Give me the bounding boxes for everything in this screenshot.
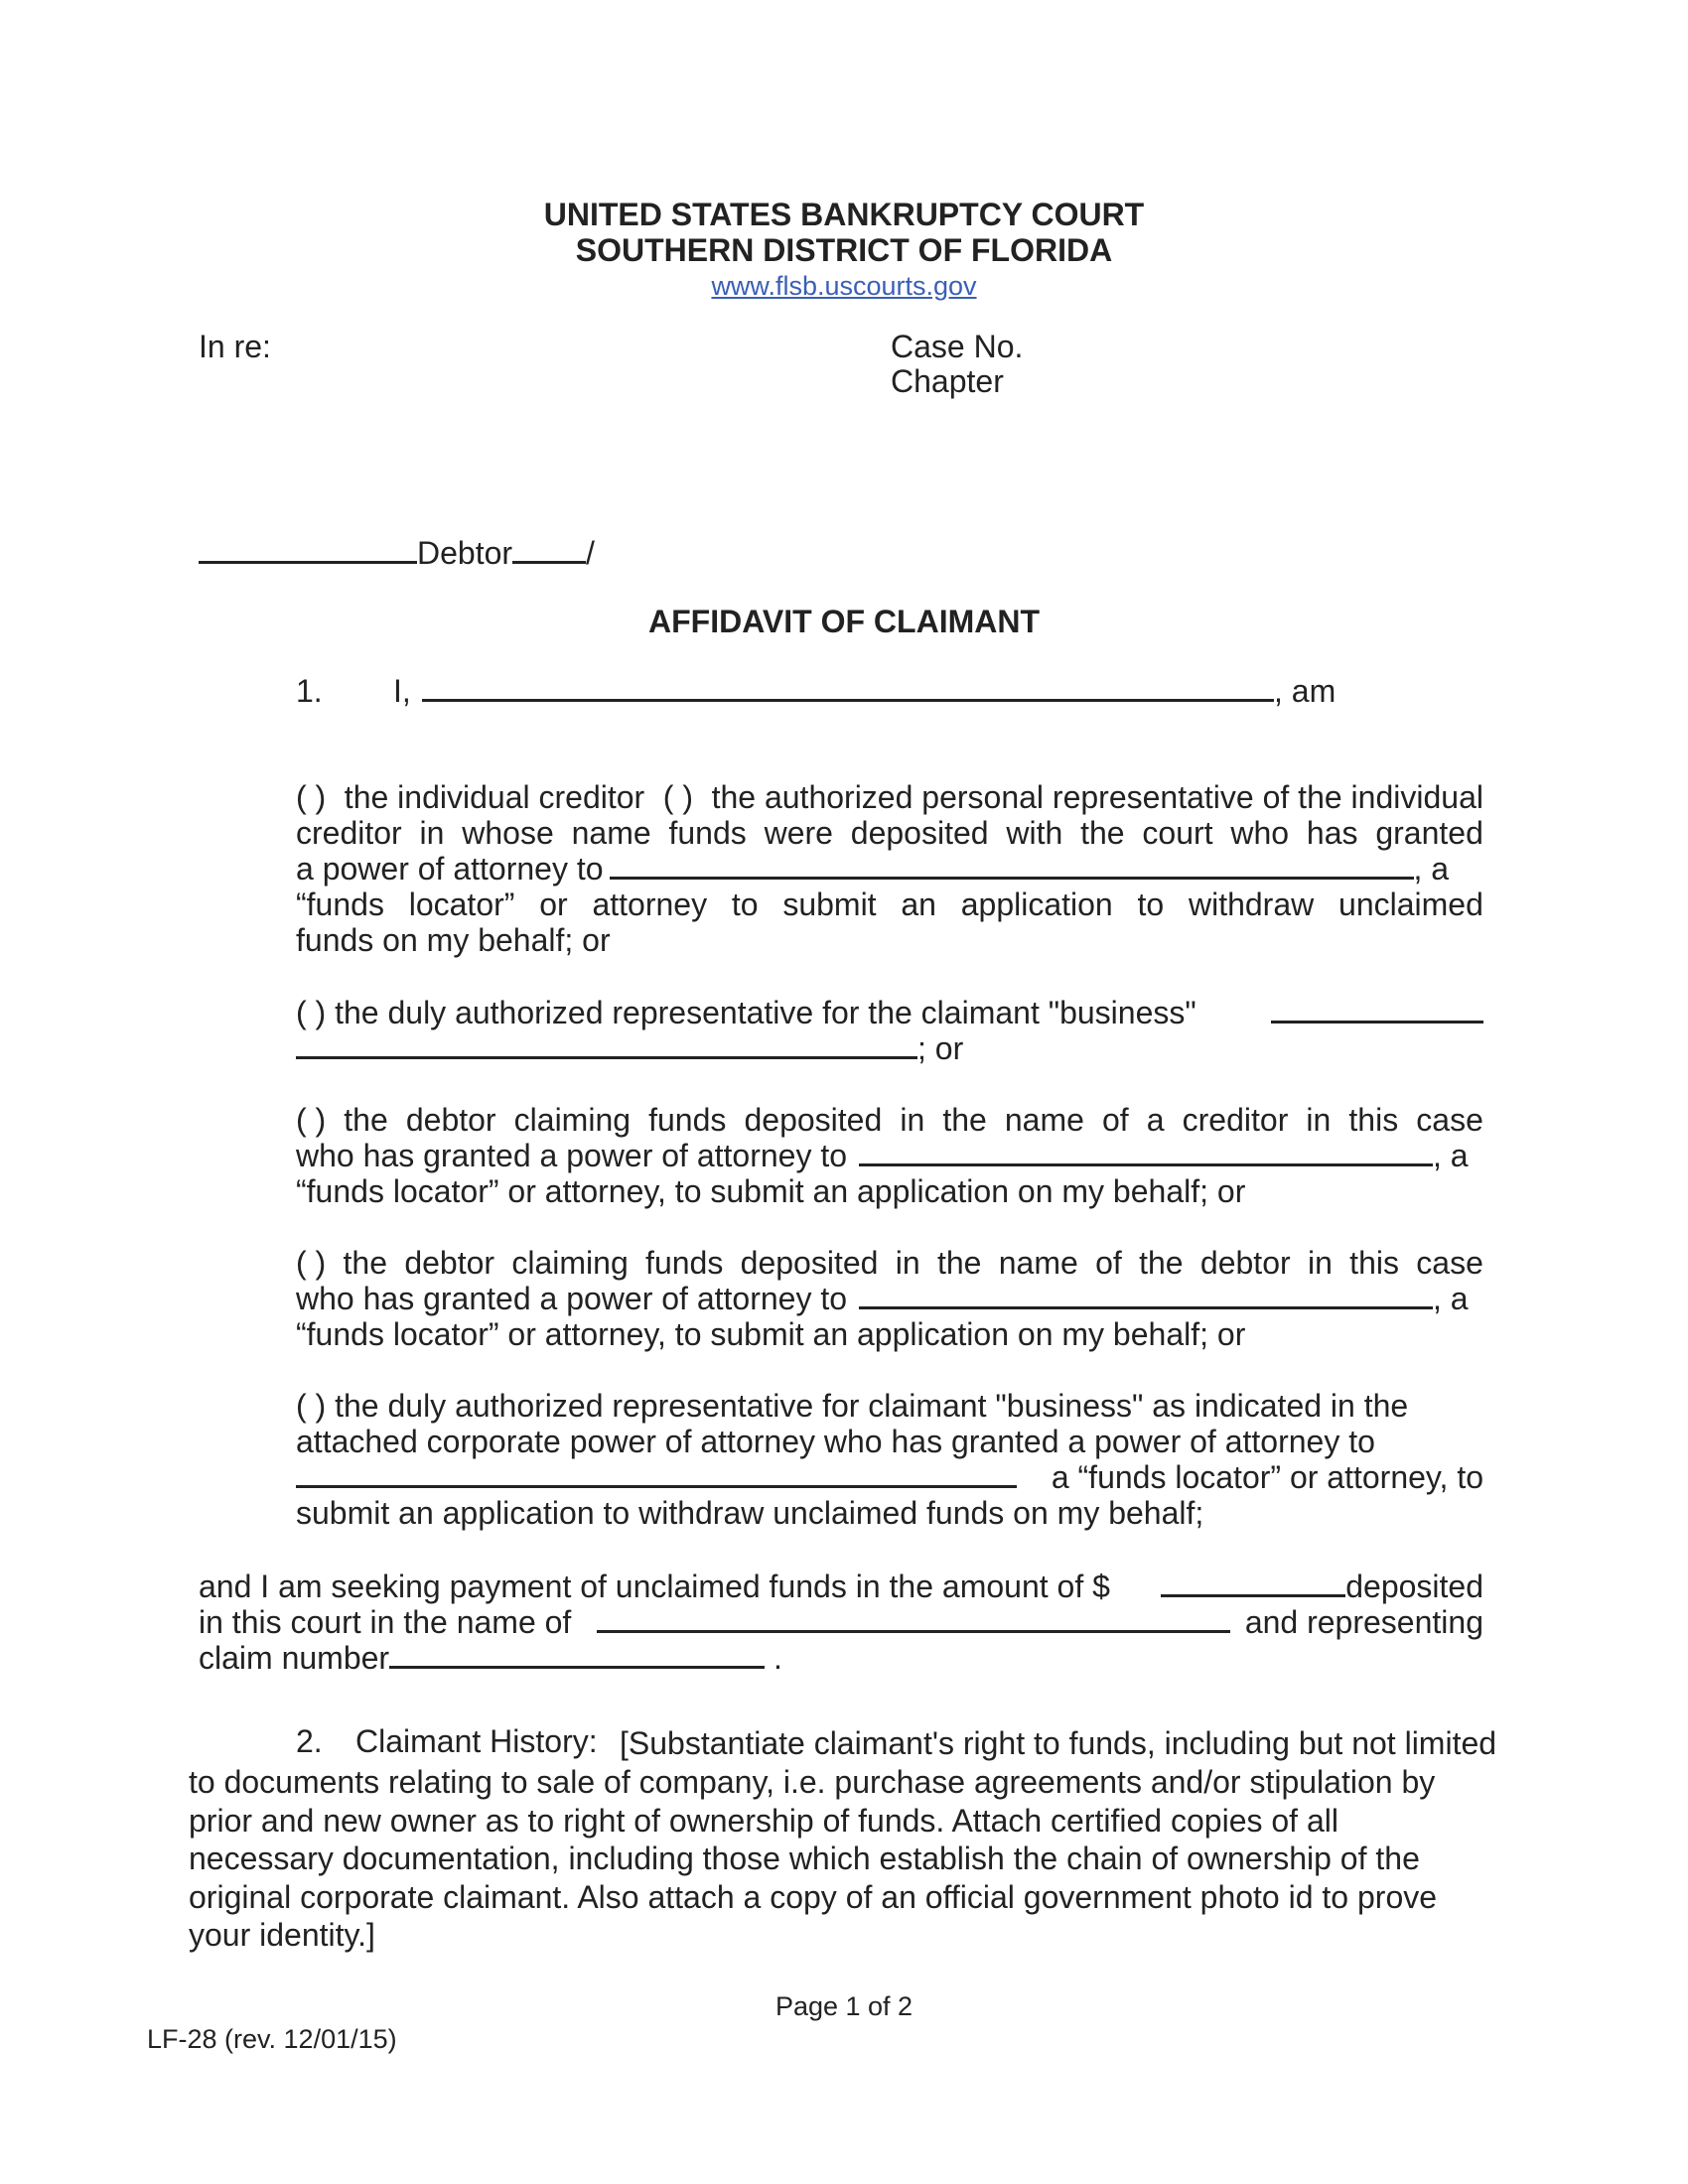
opt4-word: this: [1349, 1245, 1399, 1281]
court-name: UNITED STATES BANKRUPTCY COURT: [543, 197, 1145, 232]
opt4-word: the: [343, 1245, 387, 1281]
item2-label: Claimant History:: [355, 1723, 598, 1759]
opt3-word: debtor: [405, 1102, 496, 1138]
opt4-poa-blank[interactable]: [859, 1281, 1433, 1309]
opt1-word: in: [419, 815, 445, 851]
opt1-line2: [296, 815, 1483, 851]
opt4-word: of: [1095, 1245, 1122, 1281]
opt5-line4: submit an application to withdraw unclaimed funds on my behalf;: [296, 1495, 1204, 1531]
option-debtor-creditor-funds: [296, 1102, 1483, 1209]
opt1-word: name: [571, 815, 651, 851]
opt2-text: the duly authorized representative for the claimant "business": [335, 995, 1196, 1030]
opt4-word: in: [1307, 1245, 1333, 1281]
opt4-line2: [296, 1281, 1483, 1316]
opt1-word: with: [1006, 815, 1063, 851]
opt1-rep-checkbox[interactable]: ( ): [662, 779, 693, 815]
opt4-poa-label: who has granted a power of attorney to: [296, 1281, 848, 1316]
seeking-line2: [199, 1604, 1483, 1640]
opt4-word: funds: [645, 1245, 724, 1281]
history-line: to documents relating to sale of company, i.e. purchase agreements and/or stipulation by: [189, 1764, 1436, 1800]
opt4-word: debtor: [404, 1245, 495, 1281]
representing-label: and representing: [1244, 1604, 1483, 1640]
history-line: your identity.]: [189, 1917, 375, 1953]
opt1-word: attorney: [592, 887, 708, 922]
opt5-text: the duly authorized representative for claimant "business" as indicated in the: [335, 1388, 1409, 1424]
history-line: original corporate claimant. Also attach a copy of an official government photo id to prove: [189, 1878, 1438, 1915]
item1-am: , am: [1274, 673, 1336, 709]
opt1-word: creditor: [296, 815, 402, 851]
claimant-name-blank[interactable]: [422, 673, 1274, 702]
opt3-word: claiming: [513, 1102, 632, 1138]
opt5-poa-suffix: a “funds locator” or attorney, to: [1051, 1459, 1483, 1495]
opt4-word: case: [1416, 1245, 1483, 1281]
opt2-checkbox[interactable]: ( ): [296, 995, 327, 1030]
opt4-poa-suffix: , a: [1433, 1281, 1469, 1316]
option-business-representative: [296, 995, 1483, 1066]
opt1-word: locator”: [408, 887, 515, 922]
opt1-word: deposited: [850, 815, 989, 851]
item2-first-line: [Substantiate claimant's right to funds, including but not limited: [620, 1725, 1497, 1761]
opt1-word: granted: [1375, 815, 1483, 851]
opt3-poa-label: who has granted a power of attorney to: [296, 1138, 848, 1173]
option-corporate-poa: [296, 1388, 1483, 1531]
opt3-line3: “funds locator” or attorney, to submit an application on my behalf; or: [296, 1173, 1246, 1209]
opt3-word: name: [1004, 1102, 1084, 1138]
opt3-checkbox[interactable]: ( ): [296, 1102, 327, 1138]
opt1-line4: [296, 887, 1483, 922]
opt4-word: debtor: [1199, 1245, 1291, 1281]
opt1-word: court: [1142, 815, 1213, 851]
option-debtor-own-funds: [296, 1245, 1483, 1352]
opt3-word: in: [1306, 1102, 1332, 1138]
opt3-word: the: [942, 1102, 987, 1138]
opt3-word: a: [1146, 1102, 1165, 1138]
opt1-line3: [296, 851, 1483, 887]
opt5-line3: [296, 1459, 1483, 1495]
opt1-line5: funds on my behalf; or: [296, 922, 611, 958]
opt1-word: withdraw: [1188, 887, 1315, 922]
opt4-word: deposited: [740, 1245, 879, 1281]
opt3-poa-suffix: , a: [1433, 1138, 1469, 1173]
opt1-word: to: [1137, 887, 1165, 922]
seeking-line1: [199, 1569, 1483, 1604]
opt1-poa-blank[interactable]: [610, 851, 1414, 880]
opt3-line1: [296, 1102, 1483, 1138]
opt1-text-a: the individual creditor: [344, 779, 645, 815]
opt5-checkbox[interactable]: ( ): [296, 1388, 327, 1424]
opt2-suffix: ; or: [917, 1030, 964, 1066]
debtor-text: Debtor: [417, 535, 513, 571]
page-number: Page 1 of 2: [774, 1991, 914, 2021]
opt1-word: were: [764, 815, 833, 851]
seeking-payment-block: [199, 1569, 1483, 1676]
history-line: necessary documentation, including those which establish the chain of ownership of the: [189, 1841, 1420, 1876]
opt3-word: case: [1416, 1102, 1483, 1138]
debtor-slash: /: [586, 535, 595, 571]
opt1-word: funds: [668, 815, 747, 851]
opt1-word: application: [960, 887, 1113, 922]
district-name: SOUTHERN DISTRICT OF FLORIDA: [575, 232, 1113, 268]
in-re-label: In re:: [199, 329, 271, 364]
opt2-line1: [296, 995, 1483, 1030]
opt2-business-blank-a[interactable]: [1271, 995, 1483, 1024]
history-line: prior and new owner as to right of ownership of funds. Attach certified copies of all: [189, 1802, 1338, 1839]
deposited-label: deposited: [1345, 1569, 1483, 1604]
opt4-word: name: [998, 1245, 1078, 1281]
opt1-word: the: [1080, 815, 1125, 851]
opt4-word: the: [1139, 1245, 1184, 1281]
name-of-blank[interactable]: [597, 1604, 1230, 1633]
opt1-poa-suffix: , a: [1413, 851, 1450, 887]
opt4-word: claiming: [511, 1245, 629, 1281]
opt3-word: deposited: [744, 1102, 883, 1138]
opt4-word: in: [895, 1245, 920, 1281]
affidavit-title: AFFIDAVIT OF CLAIMANT: [647, 604, 1040, 639]
opt3-poa-blank[interactable]: [859, 1138, 1433, 1166]
opt4-line3: “funds locator” or attorney, to submit an application on my behalf; or: [296, 1316, 1246, 1352]
opt3-word: in: [900, 1102, 925, 1138]
opt1-word: who: [1230, 815, 1290, 851]
claim-number-period: .: [773, 1640, 782, 1676]
opt4-checkbox[interactable]: ( ): [296, 1245, 327, 1281]
opt1-line1: [296, 779, 1483, 815]
opt2-line2: [296, 1030, 1483, 1066]
claimant-name-row: [422, 673, 1336, 709]
opt4-line1: [296, 1245, 1483, 1281]
opt1-word: has: [1306, 815, 1358, 851]
opt3-word: creditor: [1182, 1102, 1289, 1138]
website-link[interactable]: www.flsb.uscourts.gov: [711, 271, 977, 301]
opt2-business-blank-b[interactable]: [296, 1030, 917, 1059]
opt3-word: the: [344, 1102, 388, 1138]
claim-number-blank[interactable]: [389, 1640, 765, 1669]
opt1-poa-label: a power of attorney to: [296, 851, 604, 887]
chapter-label: Chapter: [891, 363, 1004, 399]
opt3-word: funds: [648, 1102, 727, 1138]
opt1-word: an: [901, 887, 936, 922]
option-individual-creditor: [296, 779, 1483, 958]
debtor-line-rendered: [199, 535, 595, 571]
opt1-checkbox[interactable]: ( ): [296, 779, 327, 815]
opt5-line1: [296, 1388, 1483, 1424]
opt3-word: of: [1102, 1102, 1129, 1138]
opt5-line2: attached corporate power of attorney who has granted a power of attorney to: [296, 1424, 1375, 1459]
claimant-history-text: [189, 1763, 1539, 1955]
debtor-blank-right[interactable]: [512, 535, 586, 564]
opt1-word: unclaimed: [1338, 887, 1483, 922]
form-number: LF-28 (rev. 12/01/15): [147, 2024, 397, 2054]
name-of-label: in this court in the name of: [199, 1604, 572, 1640]
opt1-word: to: [731, 887, 759, 922]
opt4-word: the: [936, 1245, 982, 1281]
amount-label: and I am seeking payment of unclaimed funds in the amount of $: [199, 1569, 1110, 1604]
case-no-label: Case No.: [891, 329, 1024, 364]
amount-blank[interactable]: [1161, 1569, 1345, 1597]
claim-number-label: claim number: [199, 1640, 390, 1676]
opt5-poa-blank[interactable]: [296, 1459, 1017, 1488]
opt3-word: this: [1348, 1102, 1399, 1138]
opt1-word: submit: [782, 887, 877, 922]
opt1-word: “funds: [296, 887, 384, 922]
seeking-line3: [199, 1640, 1483, 1676]
debtor-blank-left[interactable]: [199, 535, 417, 564]
opt1-text-b: the authorized personal representative of the individual: [711, 779, 1483, 815]
item1-i-label: I,: [393, 673, 411, 709]
opt3-line2: [296, 1138, 1483, 1173]
opt1-word: or: [539, 887, 568, 922]
website-container: [0, 266, 1688, 304]
item2-number: 2.: [296, 1723, 323, 1759]
opt1-word: whose: [462, 815, 554, 851]
item1-number: 1.: [296, 673, 323, 709]
